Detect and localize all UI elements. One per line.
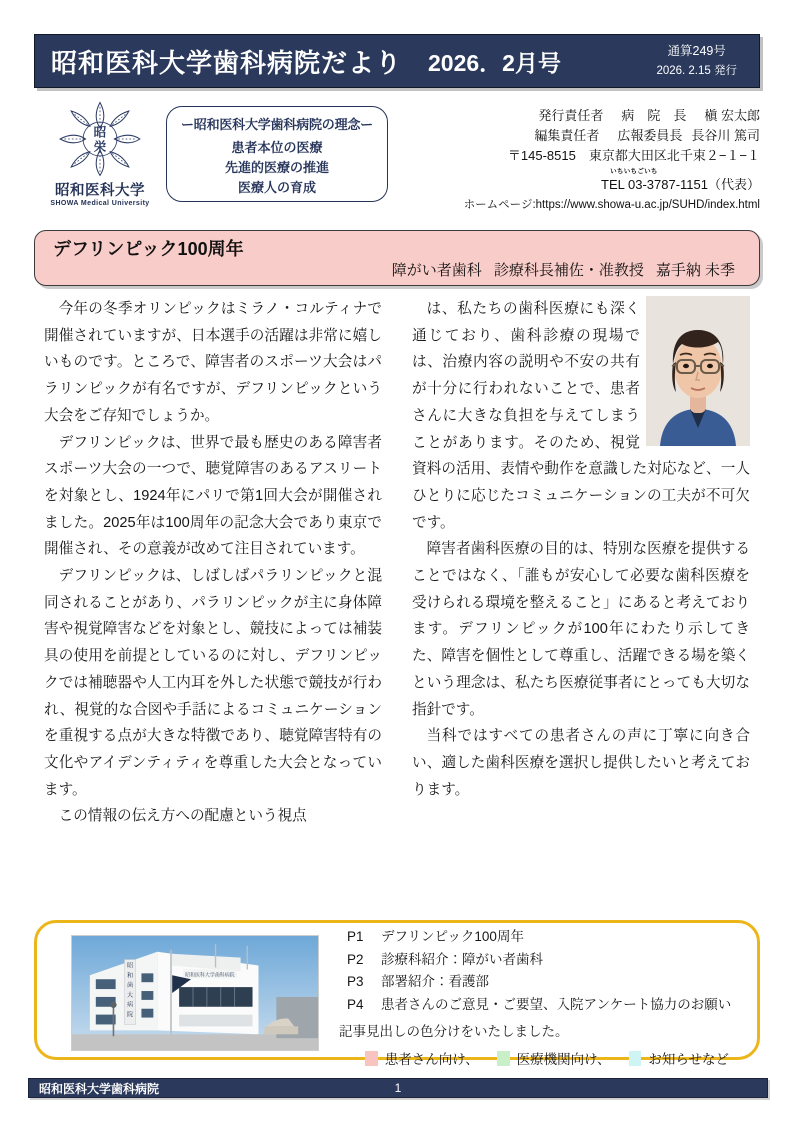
article-body	[44, 296, 750, 912]
color-legend	[365, 1048, 747, 1068]
article-headline: デフリンピック100周年	[53, 239, 244, 259]
article-byline	[392, 259, 735, 280]
byline-department: 障がい者歯科	[391, 262, 482, 279]
svg-text:昭: 昭	[126, 962, 134, 970]
author-portrait-image	[646, 296, 750, 446]
serial-number: 通算249号	[667, 43, 726, 58]
svg-text:院: 院	[126, 1011, 134, 1019]
publisher-telephone: TEL 03-3787-1151（代表）	[601, 177, 760, 193]
svg-text:栄: 栄	[93, 138, 107, 154]
toc-item[interactable]	[347, 975, 747, 989]
toc-page-number: P3	[347, 974, 364, 989]
table-of-contents-box	[34, 920, 760, 1067]
svg-text:病: 病	[126, 1001, 134, 1009]
color-coding-note: 記事見出しの色分けをいたしました。	[339, 1024, 569, 1039]
legend-label-patients: 患者さん向け、	[384, 1052, 479, 1067]
toc-page-number: P4	[347, 996, 364, 1012]
toc-item[interactable]	[347, 953, 747, 967]
legend-swatch-patients	[365, 1051, 378, 1066]
editor-title-2: 広報委員長	[617, 128, 683, 144]
svg-text:大: 大	[126, 991, 134, 999]
toc-list	[339, 929, 747, 1068]
publisher-title-1: 病 院 長	[621, 108, 687, 123]
svg-text:昭和医科大学歯科病院: 昭和医科大学歯科病院	[185, 972, 235, 979]
paragraph: は、私たちの歯科医療にも深く通じており、歯科診療の現場では、治療内容の説明や不安の共有が十分に行われないことで、患者さんに大きな負担を与えてしまうことがあります。そのため、視覚資料の活用、表情や動作を意識した対応など、一人ひとりに応じたコミュニケーションの工夫が不可欠です。	[412, 301, 750, 531]
identity-row	[34, 100, 760, 218]
toc-item[interactable]	[347, 930, 747, 944]
university-name: 昭和医科大学	[55, 183, 145, 199]
address-ruby: いちいちごいち	[610, 168, 658, 176]
publisher-info	[408, 106, 760, 214]
author-portrait-photo	[646, 296, 750, 446]
legend-swatch-news	[629, 1051, 642, 1066]
paragraph: 今年の冬季オリンピックはミラノ・コルティナで開催されていますが、日本選手の活躍は非常に嬉しいものです。ところで、障害者のスポーツ大会はパラリンピックが有名ですが、デフリンピックという大会をご存知でしょうか。	[44, 301, 382, 424]
legend-label-news: お知らせなど	[648, 1052, 729, 1067]
university-logo	[40, 100, 160, 207]
newsletter-title: 昭和医科大学歯科病院だより	[51, 47, 403, 78]
publisher-role-1: 発行責任者	[538, 108, 604, 123]
paragraph: 当科ではすべての患者さんの声に丁寧に向き合い、適した歯科医療を選択し提供したいと考えております。	[412, 728, 750, 798]
publisher-row-2	[408, 126, 760, 146]
toc-page-number: P2	[347, 951, 364, 967]
philosophy-line-2: 先進的医療の推進	[224, 160, 329, 176]
publisher-homepage[interactable]: ホームページ:https://www.showa-u.ac.jp/SUHD/index.html	[463, 198, 760, 211]
svg-text:歯: 歯	[126, 982, 134, 990]
publisher-name-1: 槇 宏太郎	[704, 108, 760, 123]
paragraph: この情報の伝え方への配慮という視点	[58, 808, 307, 825]
publication-date: 2026. 2.15 発行	[656, 64, 737, 77]
svg-text:和: 和	[126, 972, 134, 980]
article-column-left	[44, 296, 382, 830]
toc-item-label: デフリンピック100周年	[381, 929, 524, 944]
publisher-address-row	[408, 146, 760, 176]
legend-swatch-medical	[497, 1051, 510, 1066]
publisher-row-1	[408, 106, 760, 126]
paragraph: デフリンピックは、世界で最も歴史のある障害者スポーツ大会の一つで、聴覚障害のあるアスリートを対象とし、1924年にパリで第1回大会が開催されました。2025年は100周年の記念大会であり東京で開催され、その意義が改めて注目されています。	[44, 434, 382, 558]
hospital-building-image	[72, 936, 318, 1050]
issue-label: 2026．2月号	[428, 49, 561, 76]
philosophy-box	[166, 106, 388, 202]
toc-item-label: 患者さんのご意見・ご要望、入院アンケート協力のお願い	[381, 996, 732, 1012]
footer-hospital-name: 昭和医科大学歯科病院	[39, 1081, 160, 1096]
page-footer	[28, 1078, 768, 1098]
byline-role: 診療科長補佐・准教授	[493, 262, 644, 279]
publisher-address: 〒145-8515 東京都大田区北千束２−１−１	[507, 148, 760, 164]
showa-university-crest-icon	[57, 100, 143, 178]
article-title-banner	[34, 230, 760, 286]
legend-label-medical: 医療機関向け、	[516, 1052, 611, 1067]
svg-text:昭: 昭	[93, 124, 107, 140]
paragraph: 障害者歯科医療の目的は、特別な医療を提供することではなく、「誰もが安心して必要な歯科医療を受けられる環境を整えること」にあると考えております。デフリンピックが100年にわたり示してきた、障害を個性として尊重し、活躍できる場を築くという理念は、私たち医療従事者にとっても大切な指針です。	[412, 541, 750, 718]
byline-author: 嘉手納 未季	[655, 262, 735, 279]
philosophy-line-3: 医療人の育成	[237, 180, 316, 196]
editor-name-2: 長谷川 篤司	[691, 128, 760, 144]
footer-page-number: 1	[394, 1081, 402, 1095]
toc-item-label: 部署紹介：看護部	[381, 974, 489, 989]
toc-page-number: P1	[347, 929, 364, 944]
hospital-building-photo	[71, 935, 319, 1051]
toc-item-label: 診療科紹介：障がい者歯科	[381, 951, 543, 967]
editor-role-2: 編集責任者	[534, 128, 600, 144]
toc-item[interactable]	[347, 998, 747, 1012]
paragraph: デフリンピックは、しばしばパラリンピックと混同されることがあり、パラリンピックが主に身体障害や視覚障害などを対象とし、競技によっては補装具の使用を前提としているのに対し、デフリンピックでは補聴器や人工内耳を外した状態で競技が行われ、視覚的な合図や手話によるコミュニケーションを重視する点が大きな特徴であり、聴覚障害特有の文化やアイデンティティを尊重した大会となっています。	[44, 568, 382, 798]
university-name-en: SHOWA Medical University	[50, 200, 150, 207]
masthead-meta	[656, 41, 737, 82]
philosophy-line-1: 患者本位の医療	[231, 140, 323, 155]
masthead-banner	[34, 34, 760, 88]
article-column-right	[412, 296, 750, 803]
philosophy-heading: ー昭和医科大学歯科病院の理念ー	[180, 117, 373, 132]
